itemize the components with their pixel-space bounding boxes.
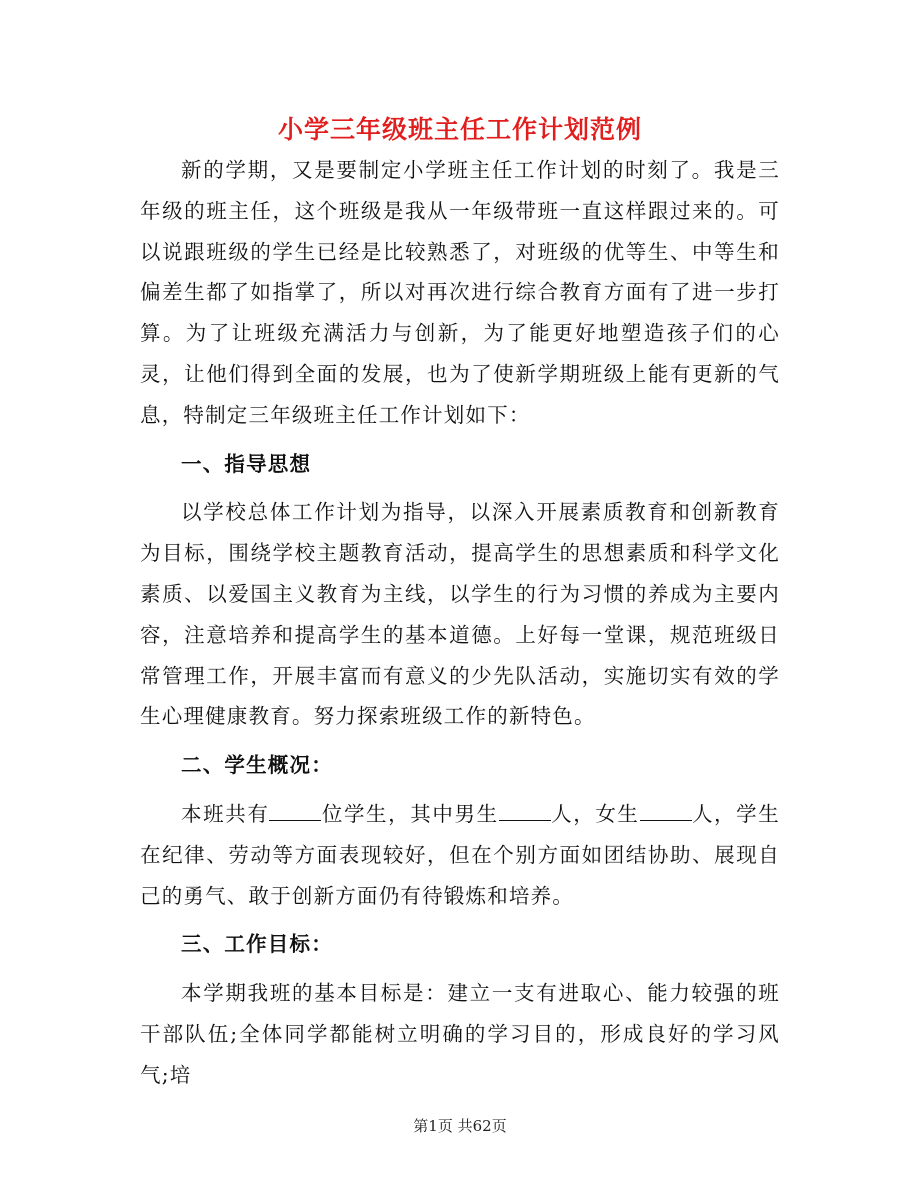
section-heading-work-goals: 三、工作目标： bbox=[181, 932, 333, 957]
student-overview-text-1: 本班共有 bbox=[181, 801, 270, 826]
guiding-ideology-paragraph: 以学校总体工作计划为指导，以深入开展素质教育和创新教育为目标，围绕学校主题教育活动，提高学生的思想素质和科学文化素质、以爱国主义教育为主线，以学生的行为习惯的养成为主要内容，注意培养和提高学生的基本道德。上好每一堂课，规范班级日常管理工作，开展丰富而有意义的少先队活动，实施切实有效的学生心理健康教育。努力探索班级工作的新特色。 bbox=[140, 500, 780, 729]
student-overview-paragraph bbox=[140, 794, 780, 916]
student-overview-text-2: 位学生，其中男生 bbox=[321, 801, 499, 826]
section-heading-student-overview: 二、学生概况： bbox=[181, 753, 333, 778]
section-heading-guiding-ideology: 一、指导思想 bbox=[181, 451, 312, 476]
student-overview-text-4: 人，学生在纪律、劳动等方面表现较好，但在个别方面如团结协助、展现自己的勇气、敢于创新方面仍有待锻炼和培养。 bbox=[140, 801, 780, 908]
page-number-footer: 第1页 共62页 bbox=[413, 1117, 507, 1135]
document-body bbox=[140, 150, 780, 1096]
intro-paragraph: 新的学期，又是要制定小学班主任工作计划的时刻了。我是三年级的班主任，这个班级是我从一年级带班一直这样跟过来的。可以说跟班级的学生已经是比较熟悉了，对班级的优等生、中等生和偏差生都了如指掌了，所以对再次进行综合教育方面有了进一步打算。为了让班级充满活力与创新，为了能更好地塑造孩子们的心灵，让他们得到全面的发展，也为了使新学期班级上能有更新的气息，特制定三年级班主任工作计划如下： bbox=[140, 158, 780, 427]
student-overview-text-3: 人，女生 bbox=[550, 801, 640, 826]
document-title: 小学三年级班主任工作计划范例 bbox=[277, 115, 642, 144]
total-students-blank[interactable] bbox=[269, 802, 321, 821]
work-goals-paragraph: 本学期我班的基本目标是：建立一支有进取心、能力较强的班干部队伍;全体同学都能树立明确的学习目的，形成良好的学习风气;培 bbox=[140, 981, 780, 1087]
female-students-blank[interactable] bbox=[640, 802, 692, 821]
male-students-blank[interactable] bbox=[499, 802, 551, 821]
